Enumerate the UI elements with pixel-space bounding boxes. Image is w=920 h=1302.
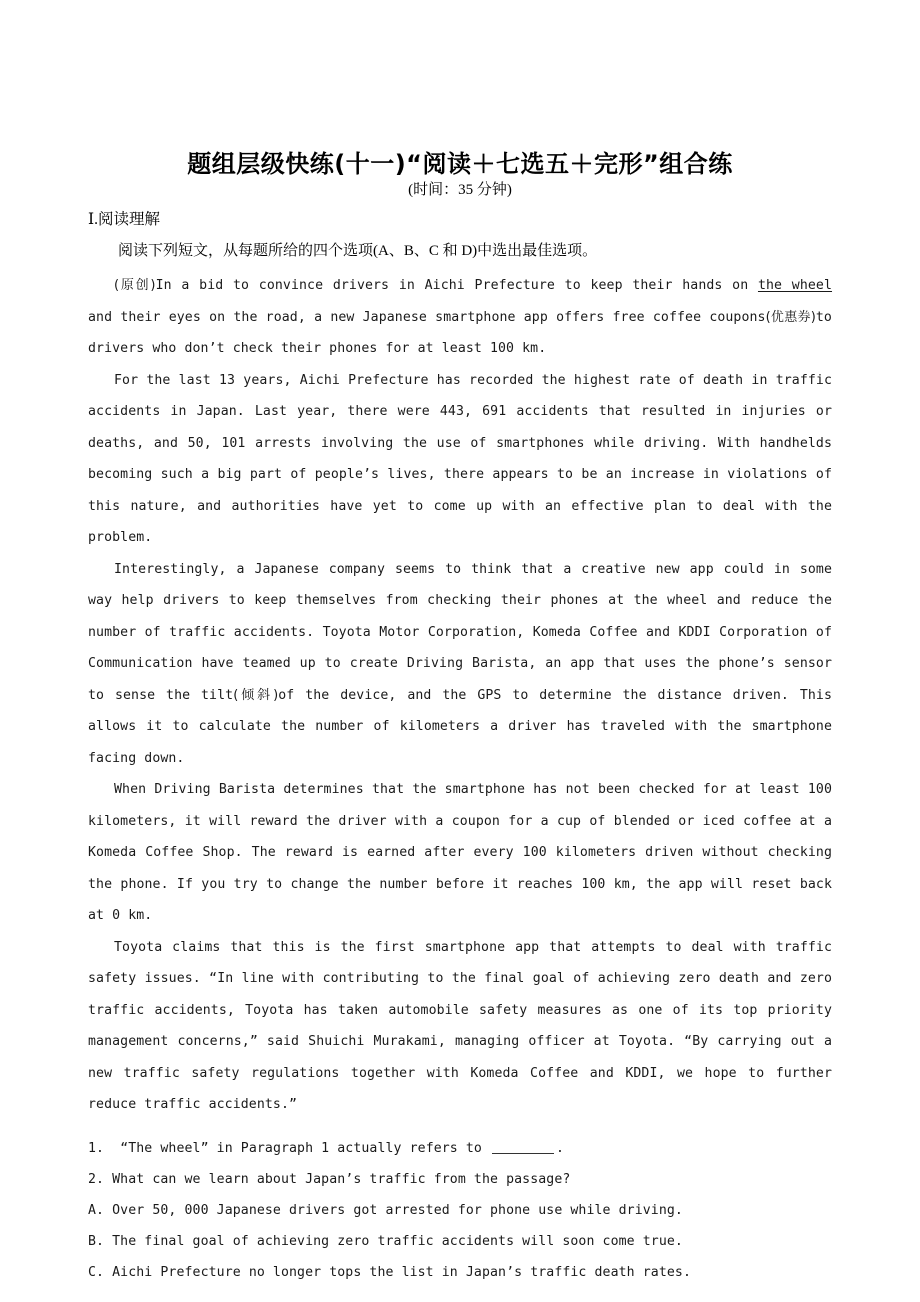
question-2 — [88, 1164, 832, 1195]
document-body — [88, 208, 832, 1288]
option-c[interactable] — [88, 1257, 832, 1288]
option-a-text: Over 50, 000 Japanese drivers got arrested for phone use while driving. — [112, 1202, 683, 1218]
paragraph-3-text-b: of the device, and the GPS to determine the distance driven. This allows it to calculate the number of kilometers a driver has traveled with the smartphone facing down. — [88, 687, 832, 766]
question-1 — [88, 1133, 832, 1164]
option-b-text: The final goal of achieving zero traffic accidents will soon come true. — [112, 1233, 683, 1249]
option-b-letter: B. — [88, 1233, 105, 1249]
option-b[interactable] — [88, 1226, 832, 1257]
question-list — [88, 1133, 832, 1288]
page-title: 题组层级快练(十一)“阅读＋七选五＋完形”组合练 — [187, 150, 733, 179]
paragraph-1-text-after-underline: and their eyes on the road, a new Japanese smartphone app offers free coffee coupons — [88, 309, 766, 325]
paragraph-1-origin-tag: (原创) — [114, 278, 156, 293]
question-2-stem: What can we learn about Japan’s traffic from the passage? — [112, 1171, 571, 1187]
question-1-period: . — [556, 1140, 565, 1156]
section-heading: Ⅰ.阅读理解 — [88, 211, 160, 228]
paragraph-3-gloss: (倾斜) — [233, 687, 279, 703]
question-1-stem: “The wheel” in Paragraph 1 actually refers to — [120, 1140, 482, 1156]
passage-paragraph-3 — [88, 554, 832, 775]
question-1-number: 1. — [88, 1140, 105, 1156]
paragraph-3-text-a: Interestingly, a Japanese company seems to think that a creative new app could in some way help drivers to keep themselves from checking their phones at the wheel and reduce the number of traffic accidents. Toyota Motor Corporation, Komeda Coffee and KDDI Corporation of Communication have teamed up to create Driving Barista, an app that uses the phone’s sensor to sense the tilt — [88, 561, 832, 703]
instruction-text: 阅读下列短文，从每题所给的四个选项(A、B、C 和 D)中选出最佳选项。 — [118, 243, 598, 259]
option-c-text: Aichi Prefecture no longer tops the list in Japan’s traffic death rates. — [112, 1264, 691, 1280]
paragraph-1-text-tail: to drivers who don’t check their phones for at least 100 km. — [88, 309, 832, 356]
passage-paragraph-5: Toyota claims that this is the first smartphone app that attempts to deal with traffic safety issues. “In line with contributing to the final goal of achieving zero death and zero traffic accidents, Toyota has taken automobile safety measures as one of its top priority management concerns,” said Shuichi Murakami, managing officer at Toyota. “By carrying out a new traffic safety regulations together with Komeda Coffee and KDDI, we hope to further reduce traffic accidents.” — [88, 939, 832, 1112]
question-2-number: 2. — [88, 1171, 105, 1187]
underlined-phrase-the-wheel: the wheel — [757, 278, 833, 293]
time-allowance: (时间：35 分钟) — [408, 182, 512, 198]
passage-paragraph-4: When Driving Barista determines that the smartphone has not been checked for at least 100 kilometers, it will reward the driver with a coupon for a cup of blended or iced coffee at a Komeda Coffee Shop. The reward is earned after every 100 kilometers driven without checking the phone. If you try to change the number before it reaches 100 km, the app will reset back at 0 km. — [88, 782, 832, 923]
passage-paragraph-2: For the last 13 years, Aichi Prefecture has recorded the highest rate of death in traffic accidents in Japan. Last year, there were 443, 691 accidents that resulted in injuries or deaths, and 50, 101 arrests involving the use of smartphones while driving. With handhelds becoming such a big part of people’s lives, there appears to be an increase in violations of this nature, and authorities have yet to come up with an effective plan to deal with the problem. — [88, 372, 832, 545]
answer-blank-1[interactable] — [492, 1140, 554, 1154]
option-c-letter: C. — [88, 1264, 105, 1280]
paragraph-1-text-before-underline: In a bid to convince drivers in Aichi Prefecture to keep their hands on — [155, 278, 758, 293]
option-a[interactable] — [88, 1195, 832, 1226]
passage-paragraph-1 — [88, 270, 832, 365]
paragraph-1-gloss: (优惠券) — [765, 309, 816, 325]
option-a-letter: A. — [88, 1202, 105, 1218]
